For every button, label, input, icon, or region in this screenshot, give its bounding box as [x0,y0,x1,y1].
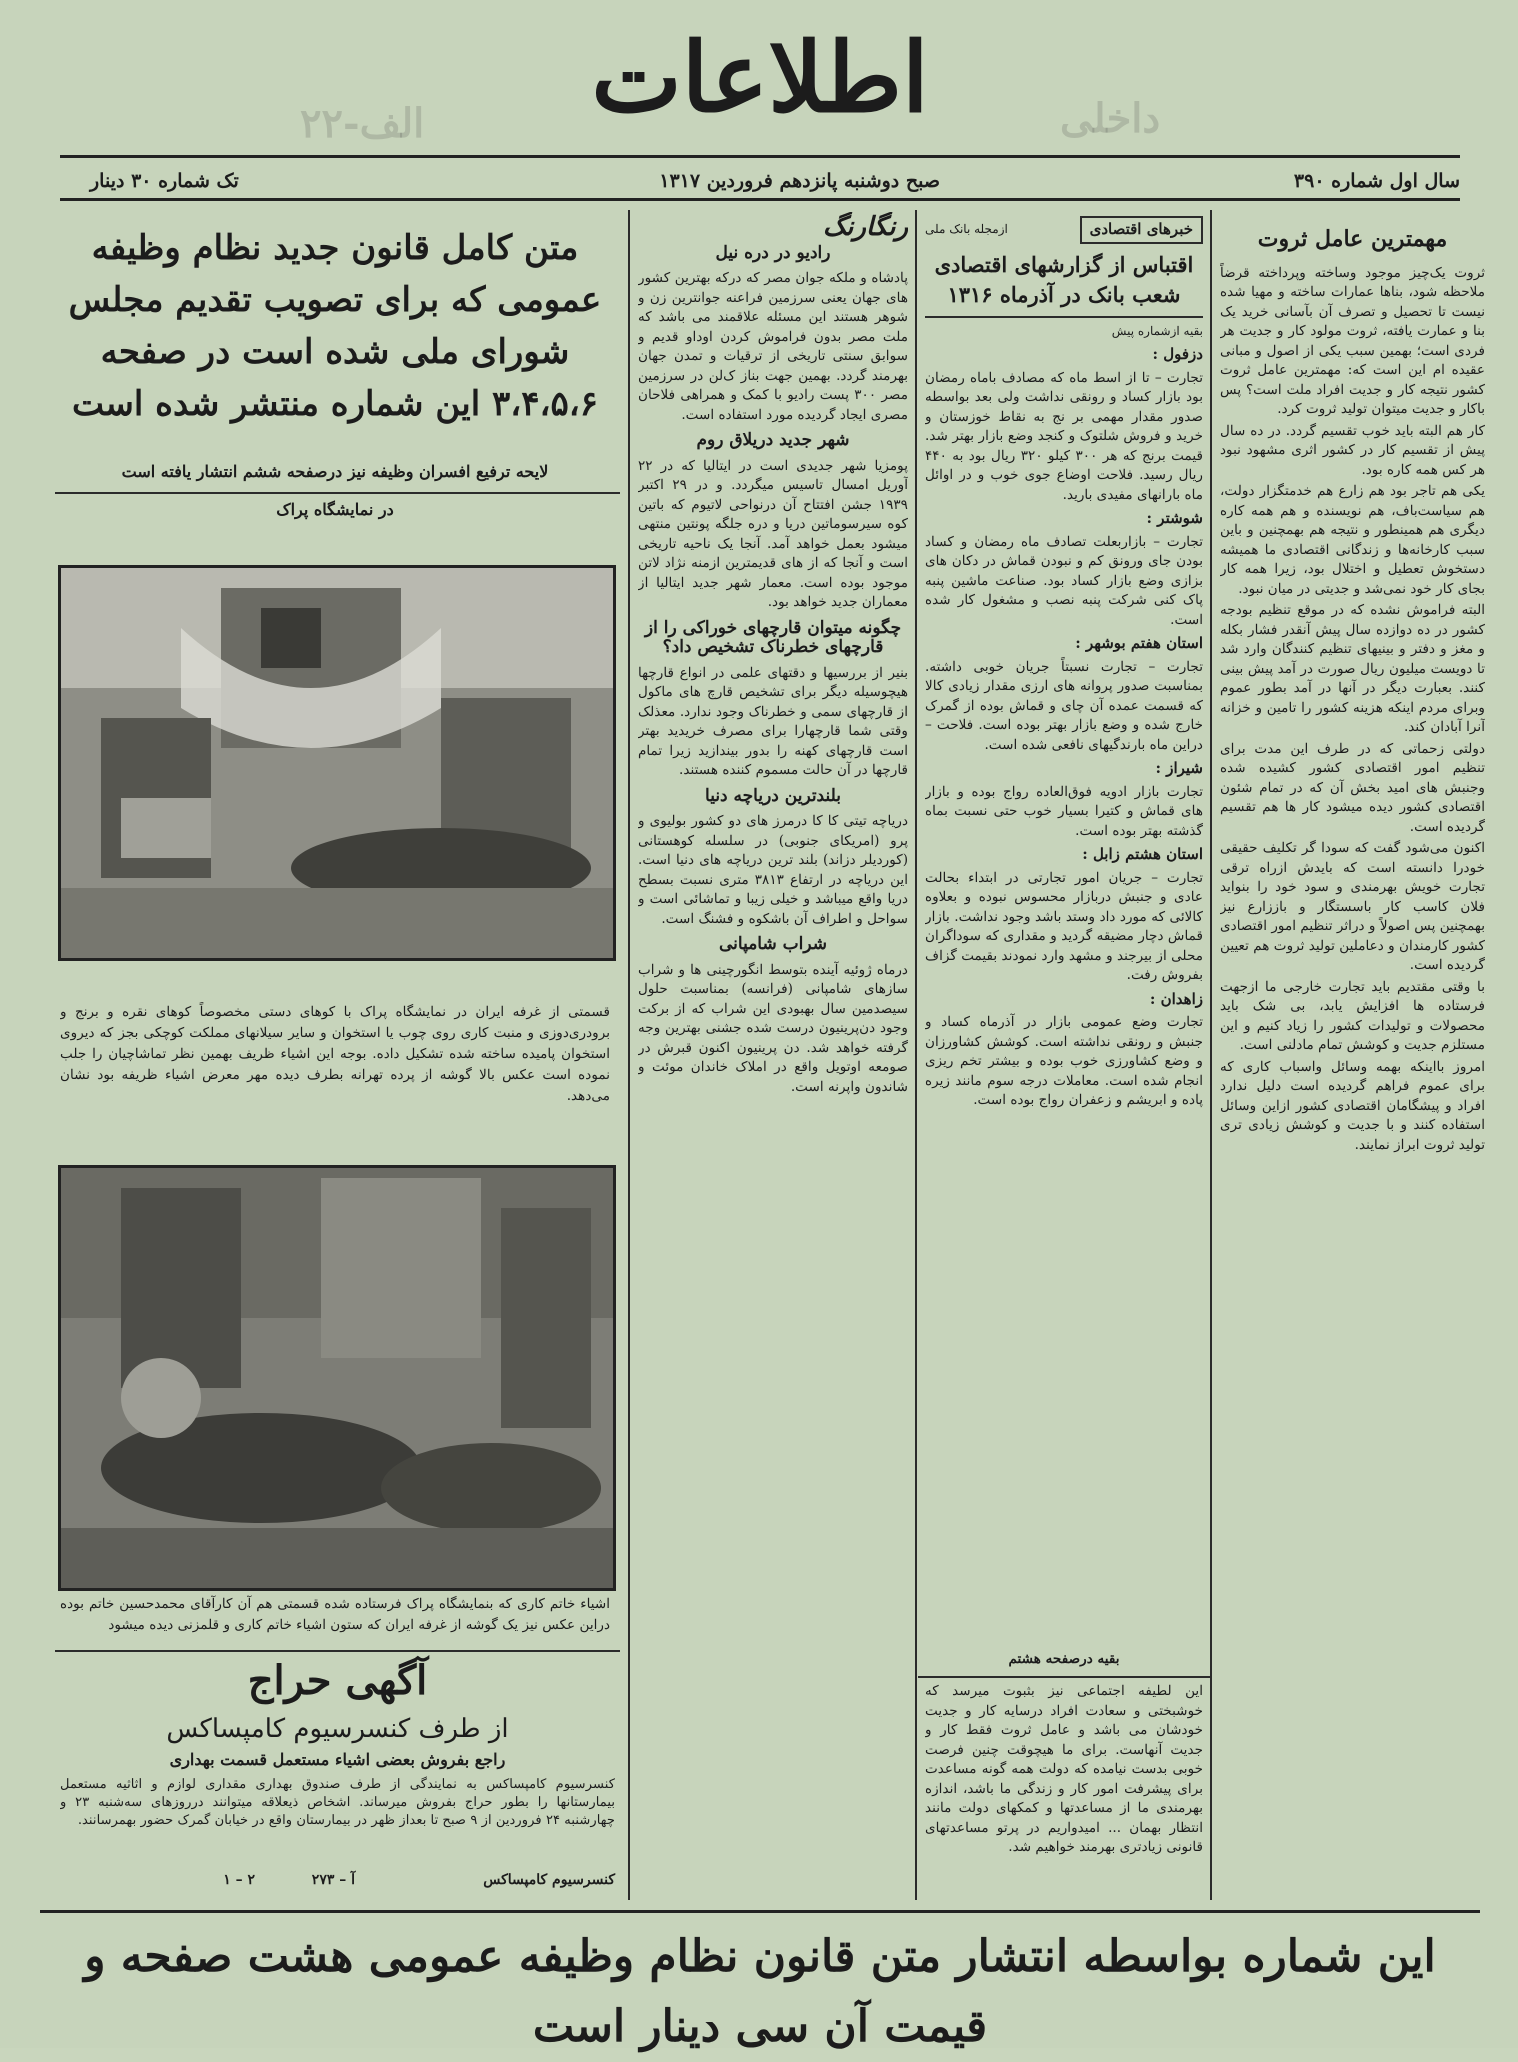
continued-on-page: بقیه درصفحه هشتم [1008,1651,1120,1667]
lead-headline: متن کامل قانون جدید نظام وظیفه عمومی که برای تصویب تقدیم مجلس شورای ملی شده است در صفحه ۳،۴،۵،۶ این شماره منتشر شده است [68,228,602,424]
paragraph: دریاچه تیتی کا کا درمرز های دو کشور بولیوی و پرو (امریکای جنوبی) در سلسله کوهستانی (کوردیلر دزاند) بلند ترین دریاچه های دنیا است. این دریاچه در ارتفاع ۳۸۱۳ متری نسبت بسطح دریا واقع میباشد و خیلی زیبا و تماشائی است و سواحل و اطراف آن باشکوه و فشنگ است. [638,813,908,927]
article-heading: بلندترین دریاچه دنیا [705,785,841,806]
ad-subtitle-2: راجع بفروش بعضی اشیاء مستعمل قسمت بهداری [169,1750,506,1769]
exhibition-photo-2 [58,1165,616,1591]
paragraph: البته فراموش نشده که در موقع تنظیم بودجه کشور در ده دوازده سال پیش آنقدر فشار بکله و مغز و دفتر و بینیهای تنظیم کنندگان وارد شد تا دویست میلیون ریال صورت در آمد پیش بینی کنند. بعبارت دیگر در آنها در آمد بطور عموم وبرای مردم اینکه هزینه کشور را تامین و خزانه آنرا آبادان کند. [1220,602,1485,735]
faded-bleedthrough-right: داخلی [1060,95,1161,142]
article-heading: شهر جدید دریلاق روم [696,430,850,450]
section-label: رنگارنگ [822,212,908,242]
section-label: خبرهای اقتصادی [1080,216,1203,244]
bottom-banner: این شماره بواسطه انتشار متن قانون نظام وظیفه عمومی هشت صفحه و قیمت آن سی دینار است [84,1931,1436,2052]
section-source: ازمجله بانک ملی [925,222,1008,236]
column-rule [915,210,917,1900]
column-rule [1210,210,1212,1900]
section-heading: استان هفتم بوشهر : [1075,634,1203,652]
paragraph: با وقتی مقتدیم باید تجارت خارجی ما ازجهت فرستاده ها افزایش یابد، بی شک باید محصولات و تولیدات کشور را زیاد کنیم و این مستلزم جدیت و کوشش تمام مادلنی است. [1220,978,1485,1053]
ad-signature: کنسرسیوم کامپساکس [483,1872,615,1888]
paragraph: تجارت – جریان امور تجارتی در ابتداء بحالت عادی و جنبش دربازار محسوس نبوده و بعلاوه کالائی که مورد داد وستد باشد وجود نداشت. بازار قماش دچار مضیقه گردید و مقداری که سوداگران محلی از بیرجند و مشهد وارد نمودند بقیمت گزاف بفروش رفت. [925,869,1203,983]
divider [925,316,1203,318]
article-heading: شراب شامپانی [718,934,827,954]
exhibition-title: در نمایشگاه پراک [276,500,394,519]
top-rule [60,155,1460,158]
dateline [60,168,1460,198]
divider [918,1676,1210,1678]
paragraph: تجارت – تجارت نسبتاً جریان خوبی داشته. بمناسبت صدور پروانه های ارزی مقدار زیادی کالا که قسمت عمده آن چای و قماش بوده از گمرک خارج شده و وضع بازار بهتر بوده است. فلاحت – دراین ماه بارندگیهای نافعی شده است. [925,658,1203,753]
continued-note: بقیه ازشماره پیش [1111,323,1203,338]
column-rule [628,210,630,1900]
section-heading: زاهدان : [1149,989,1203,1008]
article-heading: چگونه میتوان قارچهای خوراکی را از قارچهای خطرناک تشخیص داد؟ [644,617,902,657]
divider [55,492,620,494]
paragraph: تجارت – تا از اسط ماه که مصادف باماه رمضان بود بازار کساد و رونقی نداشت ولی بعد بواسطه صدور مقدار مهمی بر نج به نقاط خوزستان و خرید و فروش شلتوک و کنجد وضع بازار بهتر شد. قیمت برنج که هر ۳۰۰ کیلو ۳۲۰ ریال بود به ۴۴۰ ریال رسید. فلاحت اوضاع جوی خوب و در اوائل ماه بارانهای مفیدی بارید. [925,369,1203,503]
sub-headline: لایحه ترفیع افسران وظیفه نیز درصفحه ششم انتشار یافته است [121,462,549,481]
ad-subtitle: از طرف کنسرسیوم کامپساکس [166,1714,509,1744]
bottom-rule [40,1910,1480,1913]
section-label-row [925,216,1203,244]
issue-price: تک شماره ۳۰ دینار [90,170,239,192]
article-heading: رادیو در دره نیل [715,242,831,263]
ad-body: کنسرسیوم کامپساکس به نمایندگی از طرف صندوق بهداری مقداری لوازم و اثاثیه مستعمل بیمارستانها را بطور حراج بفروش میرساند. اشخاص ذیعلاقه میتوانند درروزهای سه‌شنبه ۲۳ و چهارشنبه ۲۴ فروردین از ۹ صبح تا بعداز ظهر در بیمارستان واقع در خیابان گمرک حضور بهمرسانند. [60,1777,615,1828]
section-heading: شوشتر : [1146,509,1203,527]
photo-caption-1: قسمتی از غرفه ایران در نمایشگاه پراک با کوهای دستی مخصوصاً کوهای نقره و برنج و برودری‌دوزی و منبت کاری روی چوب یا استخوان و سایر سیلانهای مملکت کوچکی بجز که دیروی استخوان پامیده ساخته شده تشکیل داده. بوجه این اشیاء ظریف بهمین نظر تماشاچیان را جلب نموده است عکس بالا گوشه از پرده تهرانه بطرف دیده مهر معرض اشیاء ظریفه بود نشان می‌دهد. [60,1004,610,1104]
paragraph: دولتی زحماتی که در طرف این مدت برای تنظیم امور اقتصادی کشور کشیده شده وجنبش های امید بخش آن که در تمام شئون اقتصادی کشور دیده میشود کار ها هم تقسیم گردیده است. [1220,740,1485,835]
paragraph: یکی هم تاجر بود هم زارع هم خدمتگزار دولت، هم سیاست‌باف، هم نویسنده و هم همه کاره دیگری هم همینطور و نتیجه هم بهمچنین و باین سبب کارخانه‌ها و زندگانی اقتصادی ما همیشه دستخوش تعطیل و اختلال بود، زیرا همه کار بجای کار خود نمی‌شد و جدیتی در میان نبود. [1220,483,1485,597]
article-heading: اقتباس از گزارشهای اقتصادی شعب بانک در آذرماه ۱۳۱۶ [934,251,1194,307]
column-wealth-article [1220,222,1485,1902]
issue-number: سال اول شماره ۳۹۰ [1293,170,1460,192]
issue-date: صبح دوشنبه پانزدهم فروردین ۱۳۱۷ [659,170,940,192]
paragraph: تجارت – بازاربعلت تصادف ماه رمضان و کساد بودن جای ورونق کم و نبودن قماش در دکان های بزازی وضع بازار کساد بود. صناعت ماشین پنبه پاک کنی شرکت پنبه نصب و مشغول کار شده است. [925,533,1203,628]
paragraph: ثروت یک‌چیز موجود وساخته وپرداخته قرضاً ملاحظه شود، بناها عمارات ساخته و مهیا شده نیست تا تحصیل و تصرف آن بآسانی خرید یک بنا و عمارت یافته، ثروت مولود کار و جدیت هر فردی است؛ بهمین سبب یکی از اصول و مبانی عقیده ام این است که: مهمترین عامل ثروت کشور نتیجه کار و جدیت افراد ملت است؟ پس باکار و جدیت میتوان تولید ثروت کرد. [1220,264,1485,417]
newspaper-title: اطلاعات [591,21,929,134]
paragraph: تجارت وضع عمومی بازار در آذرماه کساد و جنبش و رونقی نداشته است. کوشش کشاورزان و وضع کشاورزی خوب بوده و بیشتر تخم ریزی انجام شده است. معاملات درجه سوم مانند زیره پاده و ابریشم و زعفران رواج بوده است. [925,1014,1203,1108]
paragraph: تجارت بازار ادویه فوق‌العاده رواج بوده و بازار های قماش و کتیرا بسیار خوب حتی نسبت بماه گذشته بهتر بوده است. [925,783,1203,839]
ad-code: ۲ – ۱ [223,1872,255,1888]
paragraph: بنیر از بررسیها و دقتهای علمی در انواع قارچها هیچوسیله دیگر برای تشخیص قارچ های ماکول از قارچهای سمی و خطرناک وجود ندارد. معذلک وقتی شما قارچهارا برای مصرف خریدید بهتر است قارچهای کهنه را بدور بیندازید زیرا تمام قارچها در آن حالت مسموم کننده هستند. [638,664,908,778]
article-heading: مهمترین عامل ثروت [1257,226,1448,252]
exhibition-photo-1 [58,565,616,961]
section-heading: دزفول : [1152,345,1203,363]
photo-caption-2: اشیاء خاتم کاری که بنمایشگاه پراک فرستاده شده قسمتی هم آن کارآقای محمدحسین خاتم بوده دراین عکس نیز یک گوشه از غرفه ایران که ستون اشیاء خاتم کاری و قلمزنی دیده میشود [60,1596,610,1633]
paragraph: این لطیفه اجتماعی نیز بثبوت میرسد که خوشبختی و سعادت افراد درسایه کار و جدیت خودشان می باشد و عامل ثروت فقط کار و جدیت آنهاست. برای ما هیچوقت چنین فرصت خوبی بدست نیامده که دولت همه گونه مساعدت برای پیشرفت امور کار و زندگی ما باشد، اندازه بهرمندی ما از مساعدتها و کمکهای دولت مانند انتظار بهمان ... امیدواریم در پرتو مساعدتهای قانونی زیادتری بهرمند خواهیم شد. [925,1683,1203,1855]
ad-code: آ – ۲۷۳ [311,1872,355,1888]
masthead [0,0,1518,150]
section-heading: شیراز : [1155,759,1203,777]
column-miscellany [638,212,908,1900]
paragraph: درماه ژوئیه آینده بتوسط انگورچینی ها و شراب سازهای شامپانی (فرانسه) بمناسبت حلول سیصدمین سال بهبودی این شراب که از برکت وجود دن‌پرینیون درست شده جشنی بهترین وجه گرفته خواهد شد. دن پرینیون اکنون قبرش در صومعه اوتویل واقع در املاک خاندان موئت و شاندون واپرنه است. [638,961,908,1095]
paragraph: کار هم البته باید خوب تقسیم گردد. در ده سال پیش از تقسیم کار در کشور اثری مشهود نبود هر کس همه کاره بود. [1220,422,1485,478]
paragraph: پادشاه و ملکه جوان مصر که درکه بهترین کشور های جهان یعنی سرزمین فراعنه جوانترین زن و شوهر هستند این مسئله علاقمند می باشد که ملت مصر بدون فراموش کردن اوداو قدیم و سوابق سنتی تاریخی از ترقیات و تمدن جهان بهرمند گردد. بهمین جهت بناز ک‌لن در سرزمین مصر ۳۰۰ پست رادیو با کمک و همراهی فلاحان مصری ایجاد گردیده مورد استفاده است. [638,270,908,423]
paragraph: امروز بااینکه بهمه وسائل واسباب کاری که برای عموم فراهم گردیده است دلیل ندارد افراد و پیشگامان اقتصادی کشور ازاین وسائل استفاده کنند و با جدیت و کوشش زیادی تری تولید ثروت ابراز نمایند. [1220,1058,1485,1153]
column-economic-news [925,212,1203,1647]
ad-title: آگهی حراج [247,1657,428,1704]
ad-footer [60,1872,615,1894]
dateline-rule [60,198,1460,201]
paragraph: اکنون می‌شود گفت که سودا گر تکلیف حقیقی خودرا دانسته است که بایدش ازراه ترقی تجارت خویش بهرمندی و سود خود را بنواید فلان کاسب کار باسستگار و باززارع نیز بهمچنین پس اصولاً و دراثر تنظیم امور اقتصادی کشور کارمندان و دعاملین تولید ثروت هم تعیین گردیده است. [1220,840,1485,973]
section-heading: استان هشتم زابل : [1082,845,1203,863]
column-closing-note [925,1682,1203,1897]
paragraph: پومزیا شهر جدیدی است در ایتالیا که در ۲۲ آوریل امسال تاسیس میگردد. و در ۲۹ اکتبر ۱۹۳۹ جشن افتتاح آن درنواحی لاتیوم که باتین کوه سیرسوماتین دریا و دره جلگه پونتین منتهی میشود بعمل خواهد آمد. آنجا یک ناحیه تاریخی است و آنجا که از های قدیمترین ازمنه نژاد لاتن موجود بوده است. معمار شهر جدید ایتالیا از معماران جدید خواهد بود. [638,457,908,610]
faded-bleedthrough-left: الف-۲۲ [300,100,425,147]
